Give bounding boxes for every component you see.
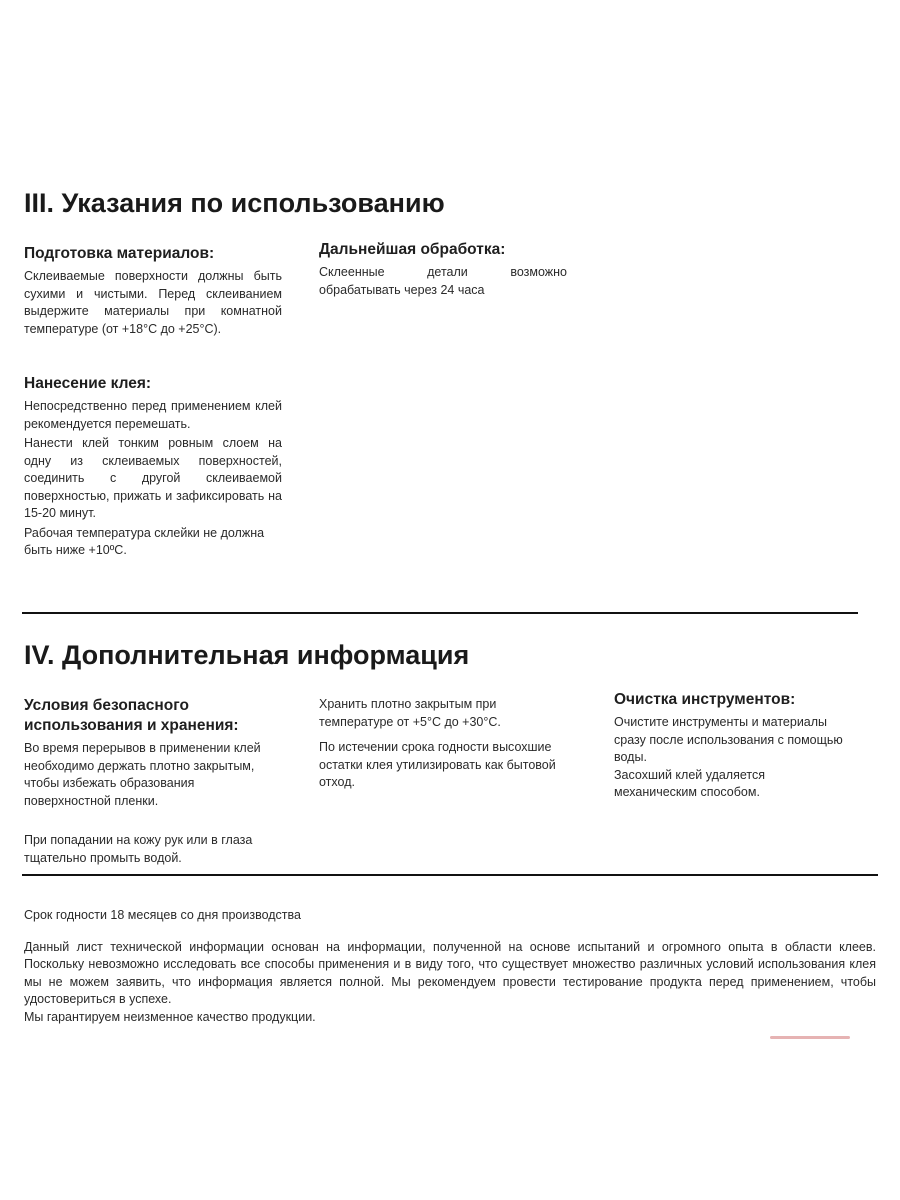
materials-block	[24, 244, 282, 338]
safety-heading: Условия безопасного использования и хранения:	[24, 697, 239, 734]
section-divider-top	[22, 612, 858, 614]
disclaimer-text: Данный лист технической информации основан на информации, полученной на основе испытаний и огромного опыта в области клеев. Поскольку невозможно исследовать все способы применения и в виду того, что существует множество различных условий использования клея мы не можем заявить, что информация является полной. Мы рекомендуем провести тестирование продукта перед применением, чтобы удостовериться в успехе.	[24, 939, 876, 1006]
cleaning-text-2: Засохший клей удаляется механическим способом.	[614, 767, 766, 799]
section-3-title: III. Указания по использованию	[24, 188, 445, 218]
footer-block	[24, 907, 876, 1026]
application-text-1: Непосредственно перед применением клей рекомендуется перемешать.	[24, 399, 282, 431]
section-4-title: IV. Дополнительная информация	[24, 640, 470, 670]
cleaning-block	[614, 690, 846, 802]
safety-block	[24, 696, 276, 867]
cleaning-text-1: Очистите инструменты и материалы сразу после использования с помощью воды.	[614, 715, 843, 764]
cleaning-heading: Очистка инструментов:	[614, 691, 796, 708]
further-processing-block	[319, 240, 567, 299]
further-processing-heading: Дальнейшая обработка:	[319, 241, 506, 258]
safety-text-1: Во время перерывов в применении клей необходимо держать плотно закрытым, чтобы избежать образования поверхностной пленки.	[24, 741, 261, 808]
shelf-life-text: Срок годности 18 месяцев со дня производства	[24, 908, 301, 922]
storage-block	[319, 696, 559, 792]
safety-text-2: При попадании на кожу рук или в глаза тщательно промыть водой.	[24, 833, 253, 865]
application-text-3: Рабочая температура склейки не должна быть ниже +10ºС.	[24, 525, 265, 557]
decorative-red-stroke	[770, 1036, 850, 1039]
guarantee-text: Мы гарантируем неизменное качество продукции.	[24, 1009, 316, 1024]
section-divider-bottom	[22, 874, 878, 876]
further-processing-text: Склеенные детали возможно обрабатывать через 24 часа	[319, 265, 567, 297]
application-heading: Нанесение клея:	[24, 375, 152, 392]
application-block	[24, 374, 282, 560]
application-text-2: Нанести клей тонким ровным слоем на одну из склеиваемых поверхностей, соединить с другой склеиваемой поверхностью, прижать и зафиксировать на 15-20 минут.	[24, 436, 282, 520]
materials-heading: Подготовка материалов:	[24, 245, 215, 262]
materials-text: Склеиваемые поверхности должны быть сухими и чистыми. Перед склеиванием выдержите материалы при комнатной температуре (от +18°С до +25°С).	[24, 269, 282, 336]
storage-text-1: Хранить плотно закрытым при температуре от +5°С до +30°С.	[319, 697, 501, 729]
storage-text-2: По истечении срока годности высохшие остатки клея утилизировать как бытовой отход.	[319, 740, 556, 789]
